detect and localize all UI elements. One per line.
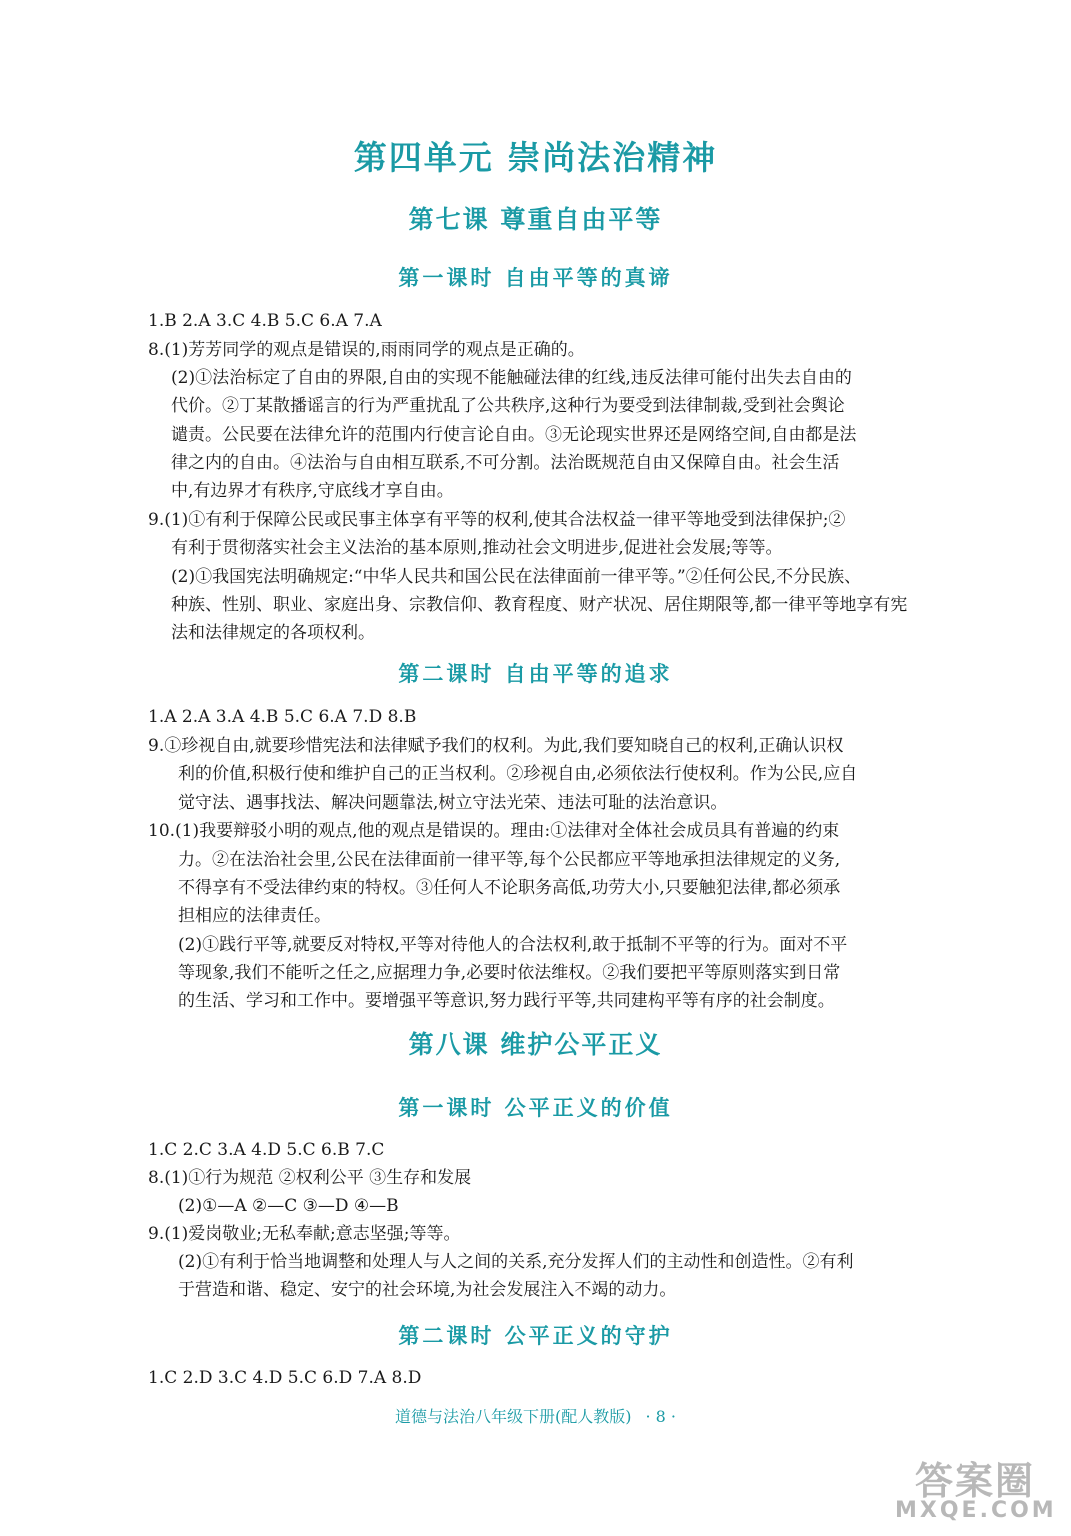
answer-line: 代价。②丁某散播谣言的行为严重扰乱了公共秩序,这种行为要受到法律制裁,受到社会舆论	[171, 396, 845, 416]
answer-line: 8.(1)①行为规范 ②权利公平 ③生存和发展	[148, 1168, 472, 1188]
lesson-8-period-1-title: 第一课时 公平正义的价值	[398, 1095, 673, 1120]
answer-line: 种族、性别、职业、家庭出身、宗教信仰、教育程度、财产状况、居住期限等,都一律平等地享有宪	[171, 595, 908, 615]
book-title: 道德与法治八年级下册(配人教版)	[394, 1407, 632, 1426]
answer-line: 9.(1)爱岗敬业;无私奉献;意志坚强;等等。	[148, 1224, 461, 1244]
answer-line: 等现象,我们不能听之任之,应据理力争,必要时依法维权。②我们要把平等原则落实到日常	[178, 963, 841, 983]
answer-line: 不得享有不受法律约束的特权。③任何人不论职务高低,功劳大小,只要触犯法律,都必须承	[178, 878, 841, 898]
answer-line: (2)①践行平等,就要反对特权,平等对待他人的合法权利,敢于抵制不平等的行为。面对不平	[178, 935, 848, 955]
answer-line: 的生活、学习和工作中。要增强平等意识,努力践行平等,共同建构平等有序的社会制度。	[178, 991, 835, 1011]
answer-line: 1.B 2.A 3.C 4.B 5.C 6.A 7.A	[148, 311, 382, 331]
answer-line: 1.C 2.D 3.C 4.D 5.C 6.D 7.A 8.D	[148, 1368, 422, 1388]
answer-line: (2)①—A ②—C ③—D ④—B	[178, 1196, 399, 1216]
answer-line: 9.(1)①有利于保障公民或民事主体享有平等的权利,使其合法权益一律平等地受到法律保护;②	[148, 510, 846, 530]
answer-line: 有利于贯彻落实社会主义法治的基本原则,推动社会文明进步,促进社会发展;等等。	[171, 538, 783, 558]
answer-line: (2)①法治标定了自由的界限,自由的实现不能触碰法律的红线,违反法律可能付出失去自由的	[171, 368, 852, 388]
unit-title: 第四单元 崇尚法治精神	[353, 138, 718, 177]
lesson-7-period-1-title: 第一课时 自由平等的真谛	[398, 265, 673, 290]
answer-line: 法和法律规定的各项权利。	[171, 623, 375, 643]
answer-line: 力。②在法治社会里,公民在法律面前一律平等,每个公民都应平等地承担法律规定的义务,	[178, 850, 841, 870]
watermark-logo	[895, 1448, 1055, 1528]
answer-line: 中,有边界才有秩序,守底线才享自由。	[171, 481, 454, 501]
answer-line: 1.A 2.A 3.A 4.B 5.C 6.A 7.D 8.B	[148, 707, 417, 727]
answer-line: 担相应的法律责任。	[178, 906, 331, 926]
answer-line: 律之内的自由。④法治与自由相互联系,不可分割。法治既规范自由又保障自由。社会生活	[171, 453, 840, 473]
watermark-url: MXQE.COM	[895, 1498, 1057, 1523]
answer-line: 利的价值,积极行使和维护自己的正当权利。②珍视自由,必须依法行使权利。作为公民,应自	[178, 764, 858, 784]
answer-line: 谴责。公民要在法律允许的范围内行使言论自由。③无论现实世界还是网络空间,自由都是法	[171, 425, 857, 445]
answer-line: 觉守法、遇事找法、解决问题靠法,树立守法光荣、违法可耻的法治意识。	[178, 793, 728, 813]
page-number: · 8 ·	[645, 1407, 677, 1426]
lesson-8-title: 第八课 维护公平正义	[408, 1030, 663, 1059]
answer-line: 8.(1)芳芳同学的观点是错误的,雨雨同学的观点是正确的。	[148, 340, 585, 360]
answer-line: 9.①珍视自由,就要珍惜宪法和法律赋予我们的权利。为此,我们要知晓自己的权利,正确认识权	[148, 736, 844, 756]
answer-line: 于营造和谐、稳定、安宁的社会环境,为社会发展注入不竭的动力。	[178, 1280, 677, 1300]
answer-line: 10.(1)我要辩驳小明的观点,他的观点是错误的。理由:①法律对全体社会成员具有普遍的约束	[148, 821, 840, 841]
answer-line: (2)①我国宪法明确规定:“中华人民共和国公民在法律面前一律平等。”②任何公民,不分民族、	[171, 567, 862, 587]
lesson-7-title: 第七课 尊重自由平等	[408, 205, 663, 234]
page-footer	[0, 1404, 1071, 1427]
answer-line: 1.C 2.C 3.A 4.D 5.C 6.B 7.C	[148, 1140, 385, 1160]
lesson-8-period-2-title: 第二课时 公平正义的守护	[398, 1323, 673, 1348]
answer-line: (2)①有利于恰当地调整和处理人与人之间的关系,充分发挥人们的主动性和创造性。②有利	[178, 1252, 854, 1272]
lesson-7-period-2-title: 第二课时 自由平等的追求	[398, 661, 673, 686]
watermark-text: 答案圈	[914, 1459, 1035, 1503]
